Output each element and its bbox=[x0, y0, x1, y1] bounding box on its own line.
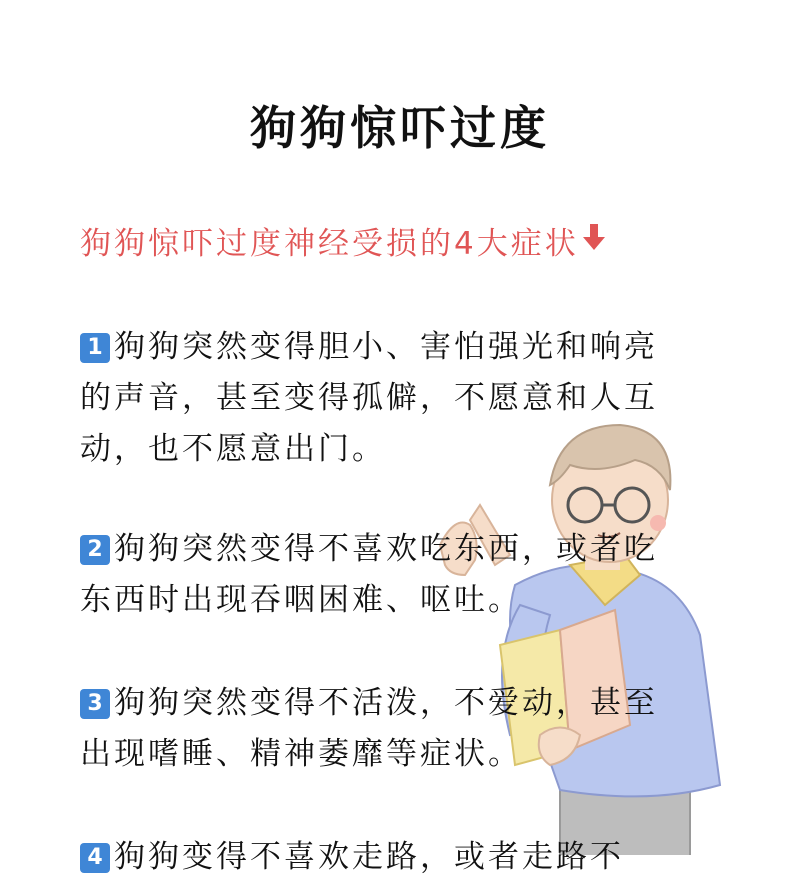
symptom-text: 狗狗突然变得不活泼，不爱动，甚至出现嗜睡、精神萎靡等症状。 bbox=[80, 685, 658, 772]
page-title: 狗狗惊吓过度 bbox=[250, 101, 550, 155]
symptom-text: 狗狗变得不喜欢走路，或者走路不 bbox=[114, 839, 624, 875]
section-heading bbox=[80, 218, 605, 263]
symptom-text: 狗狗突然变得不喜欢吃东西，或者吃东西时出现吞咽困难、呕吐。 bbox=[80, 531, 658, 618]
symptom-item bbox=[80, 832, 680, 883]
section-heading-text: 狗狗惊吓过度神经受损的4大症状 bbox=[80, 226, 579, 262]
number-badge: 1 bbox=[80, 333, 110, 363]
symptom-item bbox=[80, 322, 680, 475]
symptom-item bbox=[80, 678, 680, 780]
symptom-item bbox=[80, 524, 680, 626]
number-badge: 3 bbox=[80, 689, 110, 719]
number-badge: 4 bbox=[80, 843, 110, 873]
down-arrow-icon bbox=[583, 222, 605, 260]
symptom-text: 狗狗突然变得胆小、害怕强光和响亮的声音，甚至变得孤僻，不愿意和人互动，也不愿意出门。 bbox=[80, 329, 658, 467]
number-badge: 2 bbox=[80, 535, 110, 565]
